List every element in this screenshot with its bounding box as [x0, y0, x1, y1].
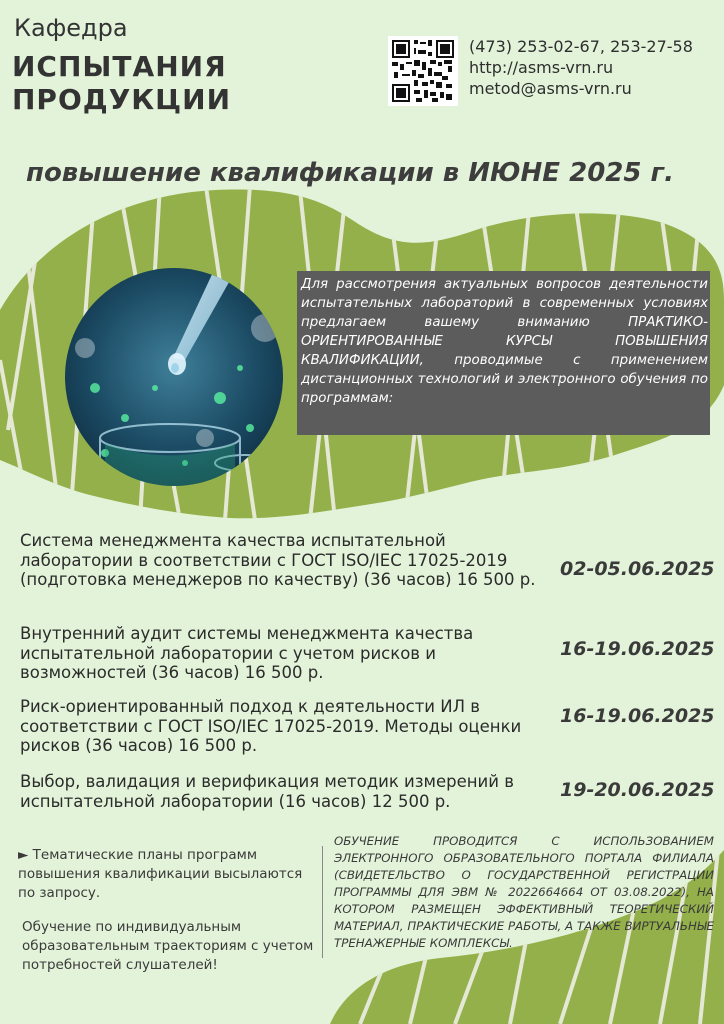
plans-note: ► Тематические планы программ повышения квалификации высылаются по запросу.	[18, 847, 303, 901]
course-title: Система менеджмента качества испытательной лаборатории в соответствии с ГОСТ ISO/IEC 17025-2019 (подготовка менеджеров по качеству) (36 часов) 16 500 р.	[20, 531, 536, 589]
department-name-line2: ПРОДУКЦИИ	[12, 83, 232, 116]
course-dates: 16-19.06.2025	[560, 705, 715, 727]
department-name-line1: ИСПЫТАНИЯ	[12, 50, 227, 83]
lab-pipette-photo	[65, 268, 283, 486]
course-dates: 19-20.06.2025	[560, 779, 715, 801]
intro-text: Для рассмотрения актуальных вопросов деятельности испытательных лабораторий в современных условиях предлагаем вашему вниманию ПРАКТИКО-ОРИЕНТИРОВАННЫЕ КУРСЫ ПОВЫШЕНИЯ КВАЛИФИКАЦИИ, проводимые с применением дистанционных технологий и электронного обучения по программам:	[301, 277, 708, 406]
qr-code-icon[interactable]	[388, 36, 458, 106]
contacts-block	[469, 36, 693, 99]
department-prefix: Кафедра	[14, 14, 128, 42]
course-title: Риск-ориентированный подход к деятельности ИЛ в соответствии с ГОСТ ISO/IEC 17025-2019. Методы оценки рисков (36 часов) 16 500 р.	[20, 697, 522, 755]
email-link[interactable]: metod@asms-vrn.ru	[469, 79, 632, 98]
individual-note: Обучение по индивидуальным образовательным траекториям с учетом потребностей слушателей!	[22, 919, 314, 973]
headline: повышение квалификации в ИЮНЕ 2025 г.	[25, 158, 674, 188]
portal-note: ОБУЧЕНИЕ ПРОВОДИТСЯ С ИСПОЛЬЗОВАНИЕМ ЭЛЕКТРОННОГО ОБРАЗОВАТЕЛЬНОГО ПОРТАЛА ФИЛИАЛА (СВИДЕТЕЛЬСТВО О ГОСУДАРСТВЕННОЙ РЕГИСТРАЦИИ ПРОГРАММЫ ДЛЯ ЭВМ № 2022664664 ОТ 03.08.2022), НА КОТОРОМ РАЗМЕЩЕН ЭФФЕКТИВНЫЙ ТЕОРЕТИЧЕСКИЙ МАТЕРИАЛ, ПРАКТИЧЕСКИЕ РАБОТЫ, А ТАКЖЕ ВИРТУАЛЬНЫЕ ТРЕНАЖЕРНЫЕ КОМПЛЕКСЫ.	[334, 834, 714, 950]
website-link[interactable]: http://asms-vrn.ru	[469, 58, 614, 77]
intro-text-box	[297, 271, 710, 435]
divider	[322, 846, 323, 958]
phone-number[interactable]: (473) 253-02-67, 253-27-58	[469, 37, 693, 56]
course-title: Внутренний аудит системы менеджмента качества испытательной лаборатории с учетом рисков и возможностей (36 часов) 16 500 р.	[20, 624, 474, 682]
department-name	[12, 50, 272, 116]
course-dates: 16-19.06.2025	[560, 638, 715, 660]
course-title: Выбор, валидация и верификация методик измерений в испытательной лаборатории (16 часов) 12 500 р.	[20, 772, 514, 811]
course-dates: 02-05.06.2025	[560, 558, 715, 580]
